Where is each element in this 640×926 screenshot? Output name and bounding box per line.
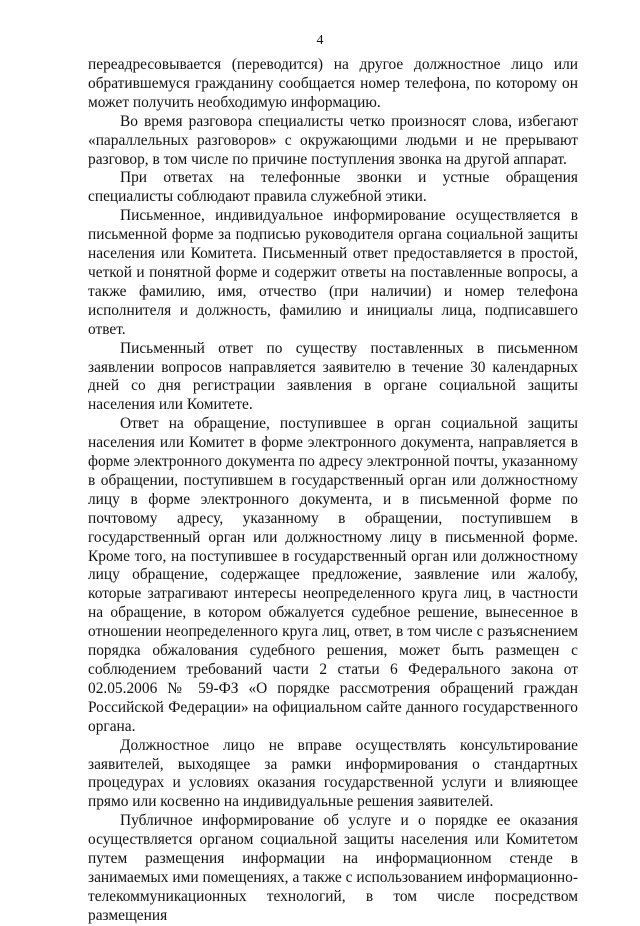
paragraph-written-informing: Письменное, индивидуальное информирование осуществляется в письменной форме за подписью руководителя органа социальной защиты населения или Комитета. Письменный ответ предоставляется в простой, четкой и понятной форме и содержит ответы на поставленные вопросы, а также фамилию, имя, отчество (при наличии) и номер телефона исполнителя и должность, фамилию и инициалы лица, подписавшего ответ. [88, 207, 578, 338]
paragraph-electronic-response: Ответ на обращение, поступившее в орган социальной защиты населения или Комитет в форме электронного документа, направляется в форме электронного документа по адресу электронной почты, указанному в обращении, поступившем в государственный орган или должностному лицу в форме электронного документа, и в письменной форме по почтовому адресу, указанному в обращении, поступившем в государственный орган или должностному лицу в письменной форме. Кроме того, на поступившее в государственный орган или должностному лицу обращение, содержащее предложение, заявление или жалобу, которые затрагивают интересы неопределенного круга лиц, в частности на обращение, в котором обжалуется судебное решение, вынесенное в отношении неопределенного круга лиц, ответ, в том числе с разъяснением порядка обжалования судебного решения, может быть размещен с соблюдением требований части 2 статьи 6 Федерального закона от 02.05.2006 № 59-ФЗ «О порядке рассмотрения обращений граждан Российской Федерации» на официальном сайте данного государственного органа. [88, 415, 578, 735]
paragraph-public-informing: Публичное информирование об услуге и о порядке ее оказания осуществляется органом социальной защиты населения или Комитетом путем размещения информации на информационном стенде в занимаемых ими помещениях, а также с использованием информационно-телекоммуникационных технологий, в том числе посредством размещения [88, 812, 578, 924]
paragraph-conversation-rules: Во время разговора специалисты четко произносят слова, избегают «параллельных разговоров» с окружающими людьми и не прерывают разговор, в том числе по причине поступления звонка на другой аппарат. [88, 112, 578, 168]
paragraph-official-limits: Должностное лицо не вправе осуществлять консультирование заявителей, выходящее за рамки информирования о стандартных процедурах и условиях оказания государственной услуги и влияющее прямо или косвенно на индивидуальные решения заявителей. [88, 736, 578, 811]
page-number: 4 [316, 33, 324, 48]
paragraph-continuation: переадресовывается (переводится) на другое должностное лицо или обратившемуся гражданину сообщается номер телефона, по которому он может получить необходимую информацию. [88, 56, 578, 111]
paragraph-service-ethics: При ответах на телефонные звонки и устные обращения специалисты соблюдают правила служебной этики. [88, 169, 578, 206]
paragraph-response-deadline: Письменный ответ по существу поставленных в письменном заявлении вопросов направляется заявителю в течение 30 календарных дней со дня регистрации заявления в органе социальной защиты населения или Комитете. [88, 339, 578, 414]
document-body [88, 56, 578, 926]
